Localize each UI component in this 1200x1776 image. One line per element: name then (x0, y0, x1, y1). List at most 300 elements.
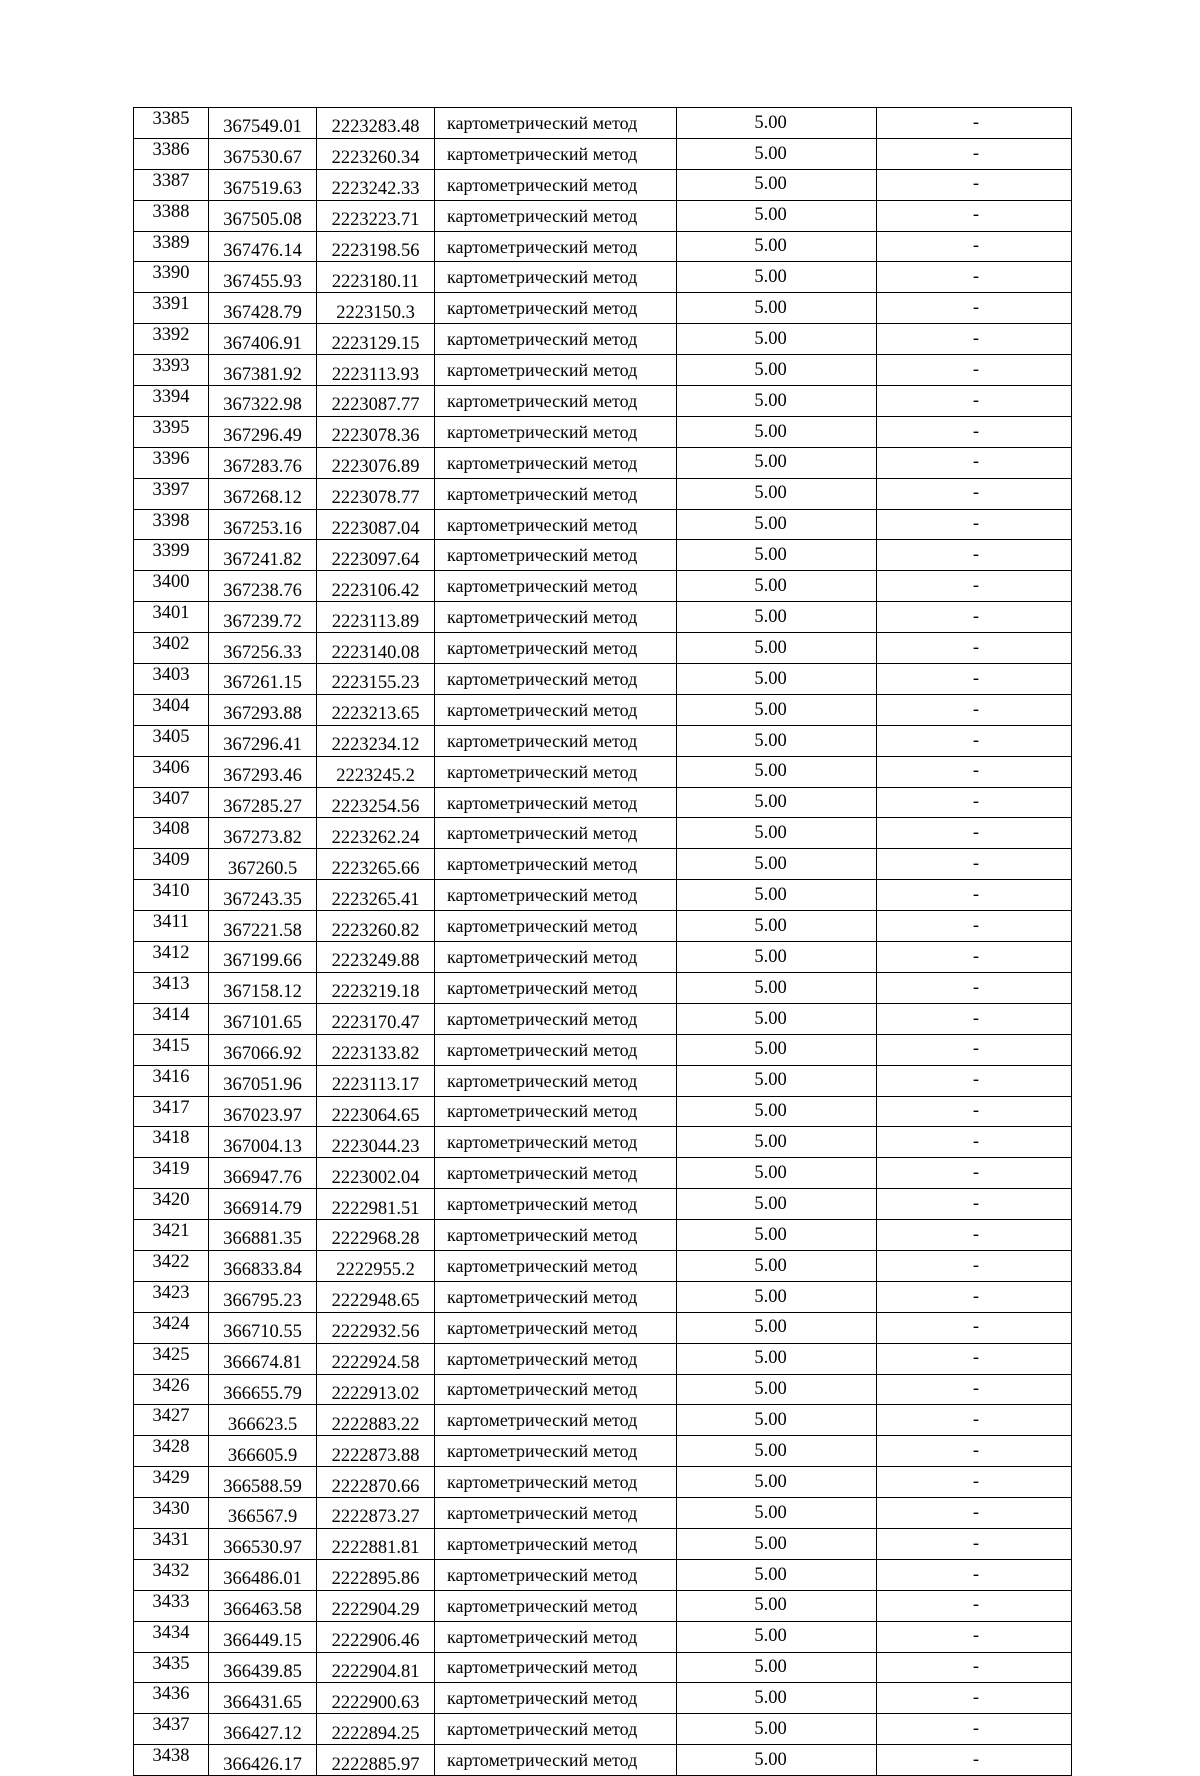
table-row (134, 416, 1072, 447)
point-number-cell: 3407 (134, 787, 209, 818)
point-number-cell: 3399 (134, 540, 209, 571)
y-coordinate-cell: 2222885.97 (317, 1745, 435, 1776)
y-coordinate-cell: 2223265.41 (317, 880, 435, 911)
table-row (134, 1096, 1072, 1127)
y-coordinate-cell: 2222955.2 (317, 1250, 435, 1281)
accuracy-cell: 5.00 (677, 416, 877, 447)
table-row (134, 880, 1072, 911)
method-cell: картометрический метод (435, 478, 677, 509)
point-number-cell: 3433 (134, 1590, 209, 1621)
point-number-cell: 3401 (134, 602, 209, 633)
x-coordinate-cell: 367530.67 (209, 138, 317, 169)
method-cell: картометрический метод (435, 324, 677, 355)
x-coordinate-cell: 367296.49 (209, 416, 317, 447)
accuracy-cell: 5.00 (677, 169, 877, 200)
accuracy-cell: 5.00 (677, 1652, 877, 1683)
note-cell: - (877, 1065, 1072, 1096)
note-cell: - (877, 1250, 1072, 1281)
note-cell: - (877, 1559, 1072, 1590)
y-coordinate-cell: 2222873.88 (317, 1436, 435, 1467)
method-cell: картометрический метод (435, 355, 677, 386)
y-coordinate-cell: 2222895.86 (317, 1559, 435, 1590)
accuracy-cell: 5.00 (677, 1467, 877, 1498)
accuracy-cell: 5.00 (677, 1189, 877, 1220)
y-coordinate-cell: 2222932.56 (317, 1312, 435, 1343)
x-coordinate-cell: 367428.79 (209, 293, 317, 324)
x-coordinate-cell: 367253.16 (209, 509, 317, 540)
method-cell: картометрический метод (435, 1374, 677, 1405)
accuracy-cell: 5.00 (677, 1281, 877, 1312)
y-coordinate-cell: 2222894.25 (317, 1714, 435, 1745)
note-cell: - (877, 386, 1072, 417)
table-row (134, 633, 1072, 664)
method-cell: картометрический метод (435, 1065, 677, 1096)
y-coordinate-cell: 2222883.22 (317, 1405, 435, 1436)
point-number-cell: 3422 (134, 1250, 209, 1281)
accuracy-cell: 5.00 (677, 293, 877, 324)
accuracy-cell: 5.00 (677, 1096, 877, 1127)
accuracy-cell: 5.00 (677, 911, 877, 942)
table-row (134, 849, 1072, 880)
note-cell: - (877, 1312, 1072, 1343)
x-coordinate-cell: 366431.65 (209, 1683, 317, 1714)
method-cell: картометрический метод (435, 1220, 677, 1251)
x-coordinate-cell: 366881.35 (209, 1220, 317, 1251)
point-number-cell: 3409 (134, 849, 209, 880)
table-row (134, 355, 1072, 386)
point-number-cell: 3410 (134, 880, 209, 911)
accuracy-cell: 5.00 (677, 880, 877, 911)
method-cell: картометрический метод (435, 1683, 677, 1714)
table-row (134, 108, 1072, 139)
accuracy-cell: 5.00 (677, 942, 877, 973)
accuracy-cell: 5.00 (677, 1683, 877, 1714)
method-cell: картометрический метод (435, 1745, 677, 1776)
y-coordinate-cell: 2223213.65 (317, 694, 435, 725)
table-row (134, 1220, 1072, 1251)
table-row (134, 1745, 1072, 1776)
x-coordinate-cell: 367268.12 (209, 478, 317, 509)
method-cell: картометрический метод (435, 1405, 677, 1436)
accuracy-cell: 5.00 (677, 1312, 877, 1343)
y-coordinate-cell: 2223064.65 (317, 1096, 435, 1127)
accuracy-cell: 5.00 (677, 602, 877, 633)
y-coordinate-cell: 2223283.48 (317, 108, 435, 139)
method-cell: картометрический метод (435, 1559, 677, 1590)
accuracy-cell: 5.00 (677, 849, 877, 880)
note-cell: - (877, 200, 1072, 231)
note-cell: - (877, 108, 1072, 139)
accuracy-cell: 5.00 (677, 725, 877, 756)
y-coordinate-cell: 2222904.81 (317, 1652, 435, 1683)
y-coordinate-cell: 2222913.02 (317, 1374, 435, 1405)
method-cell: картометрический метод (435, 293, 677, 324)
x-coordinate-cell: 367066.92 (209, 1034, 317, 1065)
note-cell: - (877, 911, 1072, 942)
x-coordinate-cell: 366947.76 (209, 1158, 317, 1189)
x-coordinate-cell: 367004.13 (209, 1127, 317, 1158)
x-coordinate-cell: 367158.12 (209, 972, 317, 1003)
accuracy-cell: 5.00 (677, 756, 877, 787)
point-number-cell: 3405 (134, 725, 209, 756)
method-cell: картометрический метод (435, 169, 677, 200)
point-number-cell: 3393 (134, 355, 209, 386)
table-row (134, 1281, 1072, 1312)
point-number-cell: 3394 (134, 386, 209, 417)
note-cell: - (877, 1189, 1072, 1220)
point-number-cell: 3429 (134, 1467, 209, 1498)
accuracy-cell: 5.00 (677, 200, 877, 231)
point-number-cell: 3385 (134, 108, 209, 139)
x-coordinate-cell: 367199.66 (209, 942, 317, 973)
accuracy-cell: 5.00 (677, 1003, 877, 1034)
point-number-cell: 3426 (134, 1374, 209, 1405)
x-coordinate-cell: 367101.65 (209, 1003, 317, 1034)
accuracy-cell: 5.00 (677, 571, 877, 602)
x-coordinate-cell: 366567.9 (209, 1498, 317, 1529)
accuracy-cell: 5.00 (677, 633, 877, 664)
point-number-cell: 3389 (134, 231, 209, 262)
point-number-cell: 3396 (134, 447, 209, 478)
point-number-cell: 3416 (134, 1065, 209, 1096)
note-cell: - (877, 1683, 1072, 1714)
table-row (134, 478, 1072, 509)
table-row (134, 231, 1072, 262)
table-row (134, 1498, 1072, 1529)
x-coordinate-cell: 366427.12 (209, 1714, 317, 1745)
method-cell: картометрический метод (435, 972, 677, 1003)
y-coordinate-cell: 2222881.81 (317, 1528, 435, 1559)
note-cell: - (877, 1621, 1072, 1652)
y-coordinate-cell: 2223087.77 (317, 386, 435, 417)
table-row (134, 972, 1072, 1003)
method-cell: картометрический метод (435, 1467, 677, 1498)
x-coordinate-cell: 366674.81 (209, 1343, 317, 1374)
accuracy-cell: 5.00 (677, 1498, 877, 1529)
table-row (134, 1127, 1072, 1158)
method-cell: картометрический метод (435, 725, 677, 756)
note-cell: - (877, 1590, 1072, 1621)
x-coordinate-cell: 366833.84 (209, 1250, 317, 1281)
point-number-cell: 3427 (134, 1405, 209, 1436)
accuracy-cell: 5.00 (677, 664, 877, 695)
point-number-cell: 3432 (134, 1559, 209, 1590)
x-coordinate-cell: 367283.76 (209, 447, 317, 478)
method-cell: картометрический метод (435, 787, 677, 818)
accuracy-cell: 5.00 (677, 1590, 877, 1621)
table-row (134, 386, 1072, 417)
x-coordinate-cell: 367322.98 (209, 386, 317, 417)
table-row (134, 1559, 1072, 1590)
table-row (134, 756, 1072, 787)
method-cell: картометрический метод (435, 942, 677, 973)
accuracy-cell: 5.00 (677, 138, 877, 169)
y-coordinate-cell: 2223262.24 (317, 818, 435, 849)
accuracy-cell: 5.00 (677, 1158, 877, 1189)
point-number-cell: 3435 (134, 1652, 209, 1683)
x-coordinate-cell: 366463.58 (209, 1590, 317, 1621)
method-cell: картометрический метод (435, 756, 677, 787)
accuracy-cell: 5.00 (677, 818, 877, 849)
accuracy-cell: 5.00 (677, 1034, 877, 1065)
point-number-cell: 3387 (134, 169, 209, 200)
x-coordinate-cell: 367455.93 (209, 262, 317, 293)
x-coordinate-cell: 367381.92 (209, 355, 317, 386)
note-cell: - (877, 1436, 1072, 1467)
table-row (134, 911, 1072, 942)
point-number-cell: 3436 (134, 1683, 209, 1714)
method-cell: картометрический метод (435, 416, 677, 447)
method-cell: картометрический метод (435, 1034, 677, 1065)
coordinates-table (133, 107, 1072, 1776)
method-cell: картометрический метод (435, 1312, 677, 1343)
y-coordinate-cell: 2223265.66 (317, 849, 435, 880)
note-cell: - (877, 447, 1072, 478)
note-cell: - (877, 1158, 1072, 1189)
note-cell: - (877, 633, 1072, 664)
method-cell: картометрический метод (435, 818, 677, 849)
y-coordinate-cell: 2223076.89 (317, 447, 435, 478)
x-coordinate-cell: 367221.58 (209, 911, 317, 942)
note-cell: - (877, 262, 1072, 293)
x-coordinate-cell: 367476.14 (209, 231, 317, 262)
y-coordinate-cell: 2222981.51 (317, 1189, 435, 1220)
x-coordinate-cell: 367293.46 (209, 756, 317, 787)
accuracy-cell: 5.00 (677, 386, 877, 417)
point-number-cell: 3391 (134, 293, 209, 324)
point-number-cell: 3402 (134, 633, 209, 664)
table-body (134, 108, 1072, 1776)
point-number-cell: 3400 (134, 571, 209, 602)
method-cell: картометрический метод (435, 664, 677, 695)
method-cell: картометрический метод (435, 571, 677, 602)
x-coordinate-cell: 366914.79 (209, 1189, 317, 1220)
table-row (134, 1374, 1072, 1405)
note-cell: - (877, 231, 1072, 262)
y-coordinate-cell: 2223198.56 (317, 231, 435, 262)
method-cell: картометрический метод (435, 509, 677, 540)
y-coordinate-cell: 2223260.82 (317, 911, 435, 942)
point-number-cell: 3408 (134, 818, 209, 849)
accuracy-cell: 5.00 (677, 694, 877, 725)
table-row (134, 694, 1072, 725)
method-cell: картометрический метод (435, 200, 677, 231)
table-row (134, 1683, 1072, 1714)
point-number-cell: 3397 (134, 478, 209, 509)
method-cell: картометрический метод (435, 1281, 677, 1312)
y-coordinate-cell: 2222900.63 (317, 1683, 435, 1714)
x-coordinate-cell: 367241.82 (209, 540, 317, 571)
point-number-cell: 3413 (134, 972, 209, 1003)
method-cell: картометрический метод (435, 1498, 677, 1529)
accuracy-cell: 5.00 (677, 1559, 877, 1590)
y-coordinate-cell: 2222968.28 (317, 1220, 435, 1251)
method-cell: картометрический метод (435, 1714, 677, 1745)
table-row (134, 1714, 1072, 1745)
point-number-cell: 3438 (134, 1745, 209, 1776)
accuracy-cell: 5.00 (677, 1405, 877, 1436)
note-cell: - (877, 818, 1072, 849)
accuracy-cell: 5.00 (677, 1250, 877, 1281)
x-coordinate-cell: 367505.08 (209, 200, 317, 231)
table-row (134, 818, 1072, 849)
accuracy-cell: 5.00 (677, 1714, 877, 1745)
x-coordinate-cell: 367256.33 (209, 633, 317, 664)
x-coordinate-cell: 367273.82 (209, 818, 317, 849)
x-coordinate-cell: 367261.15 (209, 664, 317, 695)
y-coordinate-cell: 2223219.18 (317, 972, 435, 1003)
point-number-cell: 3414 (134, 1003, 209, 1034)
method-cell: картометрический метод (435, 880, 677, 911)
accuracy-cell: 5.00 (677, 478, 877, 509)
x-coordinate-cell: 367051.96 (209, 1065, 317, 1096)
y-coordinate-cell: 2223087.04 (317, 509, 435, 540)
point-number-cell: 3420 (134, 1189, 209, 1220)
accuracy-cell: 5.00 (677, 787, 877, 818)
method-cell: картометрический метод (435, 1652, 677, 1683)
y-coordinate-cell: 2223170.47 (317, 1003, 435, 1034)
note-cell: - (877, 1374, 1072, 1405)
y-coordinate-cell: 2223150.3 (317, 293, 435, 324)
note-cell: - (877, 509, 1072, 540)
y-coordinate-cell: 2223113.17 (317, 1065, 435, 1096)
x-coordinate-cell: 366655.79 (209, 1374, 317, 1405)
accuracy-cell: 5.00 (677, 262, 877, 293)
point-number-cell: 3412 (134, 942, 209, 973)
x-coordinate-cell: 367239.72 (209, 602, 317, 633)
table-row (134, 1158, 1072, 1189)
note-cell: - (877, 169, 1072, 200)
point-number-cell: 3415 (134, 1034, 209, 1065)
method-cell: картометрический метод (435, 1436, 677, 1467)
point-number-cell: 3404 (134, 694, 209, 725)
accuracy-cell: 5.00 (677, 509, 877, 540)
table-row (134, 725, 1072, 756)
accuracy-cell: 5.00 (677, 1065, 877, 1096)
y-coordinate-cell: 2223249.88 (317, 942, 435, 973)
accuracy-cell: 5.00 (677, 1436, 877, 1467)
method-cell: картометрический метод (435, 231, 677, 262)
method-cell: картометрический метод (435, 1003, 677, 1034)
method-cell: картометрический метод (435, 262, 677, 293)
x-coordinate-cell: 366449.15 (209, 1621, 317, 1652)
x-coordinate-cell: 366530.97 (209, 1528, 317, 1559)
note-cell: - (877, 324, 1072, 355)
table-row (134, 1405, 1072, 1436)
note-cell: - (877, 880, 1072, 911)
x-coordinate-cell: 367285.27 (209, 787, 317, 818)
note-cell: - (877, 725, 1072, 756)
y-coordinate-cell: 2223234.12 (317, 725, 435, 756)
note-cell: - (877, 1714, 1072, 1745)
point-number-cell: 3437 (134, 1714, 209, 1745)
table-row (134, 602, 1072, 633)
point-number-cell: 3419 (134, 1158, 209, 1189)
point-number-cell: 3406 (134, 756, 209, 787)
point-number-cell: 3411 (134, 911, 209, 942)
x-coordinate-cell: 367519.63 (209, 169, 317, 200)
y-coordinate-cell: 2222906.46 (317, 1621, 435, 1652)
note-cell: - (877, 1220, 1072, 1251)
point-number-cell: 3398 (134, 509, 209, 540)
point-number-cell: 3434 (134, 1621, 209, 1652)
note-cell: - (877, 849, 1072, 880)
method-cell: картометрический метод (435, 1343, 677, 1374)
table-row (134, 324, 1072, 355)
table-row (134, 200, 1072, 231)
note-cell: - (877, 1127, 1072, 1158)
x-coordinate-cell: 367023.97 (209, 1096, 317, 1127)
y-coordinate-cell: 2223140.08 (317, 633, 435, 664)
y-coordinate-cell: 2222904.29 (317, 1590, 435, 1621)
y-coordinate-cell: 2223242.33 (317, 169, 435, 200)
table-row (134, 1652, 1072, 1683)
table-row (134, 1189, 1072, 1220)
method-cell: картометрический метод (435, 1096, 677, 1127)
method-cell: картометрический метод (435, 633, 677, 664)
table-row (134, 138, 1072, 169)
table-row (134, 540, 1072, 571)
point-number-cell: 3425 (134, 1343, 209, 1374)
accuracy-cell: 5.00 (677, 355, 877, 386)
point-number-cell: 3430 (134, 1498, 209, 1529)
note-cell: - (877, 1498, 1072, 1529)
table-row (134, 1003, 1072, 1034)
method-cell: картометрический метод (435, 911, 677, 942)
x-coordinate-cell: 367238.76 (209, 571, 317, 602)
note-cell: - (877, 416, 1072, 447)
x-coordinate-cell: 366605.9 (209, 1436, 317, 1467)
x-coordinate-cell: 366588.59 (209, 1467, 317, 1498)
y-coordinate-cell: 2223245.2 (317, 756, 435, 787)
y-coordinate-cell: 2223180.11 (317, 262, 435, 293)
note-cell: - (877, 540, 1072, 571)
table-row (134, 169, 1072, 200)
accuracy-cell: 5.00 (677, 231, 877, 262)
y-coordinate-cell: 2223155.23 (317, 664, 435, 695)
x-coordinate-cell: 367549.01 (209, 108, 317, 139)
table-row (134, 1590, 1072, 1621)
table-row (134, 1467, 1072, 1498)
method-cell: картометрический метод (435, 1127, 677, 1158)
note-cell: - (877, 1467, 1072, 1498)
x-coordinate-cell: 366795.23 (209, 1281, 317, 1312)
note-cell: - (877, 1652, 1072, 1683)
note-cell: - (877, 942, 1072, 973)
note-cell: - (877, 1745, 1072, 1776)
x-coordinate-cell: 367296.41 (209, 725, 317, 756)
note-cell: - (877, 293, 1072, 324)
y-coordinate-cell: 2223078.77 (317, 478, 435, 509)
note-cell: - (877, 972, 1072, 1003)
point-number-cell: 3428 (134, 1436, 209, 1467)
method-cell: картометрический метод (435, 1189, 677, 1220)
x-coordinate-cell: 367260.5 (209, 849, 317, 880)
table-row (134, 1343, 1072, 1374)
method-cell: картометрический метод (435, 386, 677, 417)
y-coordinate-cell: 2223254.56 (317, 787, 435, 818)
method-cell: картометрический метод (435, 540, 677, 571)
note-cell: - (877, 478, 1072, 509)
y-coordinate-cell: 2223002.04 (317, 1158, 435, 1189)
note-cell: - (877, 694, 1072, 725)
point-number-cell: 3388 (134, 200, 209, 231)
table-row (134, 942, 1072, 973)
note-cell: - (877, 138, 1072, 169)
note-cell: - (877, 756, 1072, 787)
y-coordinate-cell: 2222870.66 (317, 1467, 435, 1498)
point-number-cell: 3423 (134, 1281, 209, 1312)
